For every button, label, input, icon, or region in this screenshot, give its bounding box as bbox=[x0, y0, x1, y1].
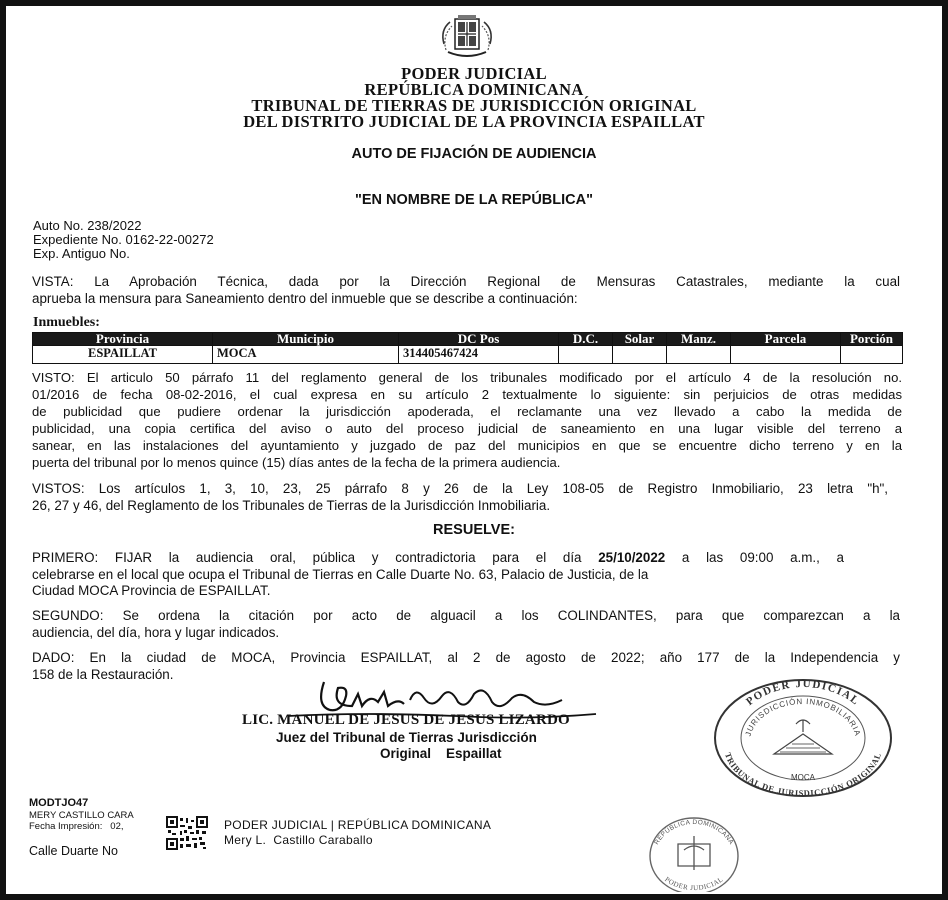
visto-line: 01/2016 de fecha 08-02-2016, el cual expresa en su artículo 2 textualmente lo siguiente: sin perjuicios de otras medidas bbox=[32, 387, 902, 402]
footer-seal-top: REPÚBLICA DOMINICANA bbox=[653, 818, 735, 846]
seal-top-text: PODER JUDICIAL bbox=[743, 677, 862, 709]
footer-poder-judicial: PODER JUDICIAL | REPÚBLICA DOMINICANA bbox=[224, 818, 492, 832]
expediente-antiguo: Exp. Antiguo No. bbox=[33, 246, 130, 261]
seal-city: MOCA bbox=[791, 773, 815, 782]
visto-line: puerta del tribunal por lo menos quince (15) días antes de la fecha de la primera audiencia. bbox=[32, 455, 561, 470]
judge-jurisdiction: Original Espaillat bbox=[380, 746, 502, 761]
header-poder-judicial: PODER JUDICIAL bbox=[401, 64, 547, 83]
primero-paragraph bbox=[32, 550, 844, 600]
visto-paragraph bbox=[32, 369, 902, 471]
document-page bbox=[6, 6, 942, 894]
cell-parcela bbox=[731, 346, 841, 364]
primero-time: a las 09:00 a.m., a bbox=[665, 550, 844, 565]
hearing-date: 25/10/2022 bbox=[598, 550, 666, 565]
cell-provincia: ESPAILLAT bbox=[33, 346, 213, 364]
header-republica: REPÚBLICA DOMINICANA bbox=[364, 80, 584, 99]
expediente-number: Expediente No. 0162-22-00272 bbox=[33, 232, 214, 247]
seal-bottom-text: TRIBUNAL DE JURISDICCIÓN ORIGINAL bbox=[722, 751, 884, 799]
column-header-provincia: Provincia bbox=[33, 333, 213, 346]
visto-line: publicidad, una copia certifica del aviso o auto del proceso judicial de saneamiento en una lugar visible del terreno a bbox=[32, 421, 902, 436]
dado-line: 158 de la Restauración. bbox=[32, 666, 174, 682]
table-header-row bbox=[33, 333, 903, 346]
auto-number: Auto No. 238/2022 bbox=[33, 218, 142, 233]
inmuebles-table bbox=[32, 332, 903, 364]
segundo-line: audiencia, del día, hora y lugar indicados. bbox=[32, 624, 280, 640]
segundo-line: SEGUNDO: Se ordena la citación por acto de alguacil a los COLINDANTES, para que comparezcan a la bbox=[32, 608, 900, 623]
segundo-paragraph bbox=[32, 608, 900, 641]
print-date: Fecha Impresión: 02, bbox=[29, 821, 124, 832]
column-header-manz: Manz. bbox=[667, 333, 731, 346]
vista-line: VISTA: La Aprobación Técnica, dada por la Dirección Regional de Mensuras Catastrales, mediante la cual bbox=[32, 274, 900, 289]
cell-dc bbox=[559, 346, 613, 364]
clerk-name: MERY CASTILLO CARA bbox=[29, 810, 134, 821]
column-header-solar: Solar bbox=[613, 333, 667, 346]
column-header-parcela: Parcela bbox=[731, 333, 841, 346]
footer-seal-icon bbox=[644, 814, 744, 892]
column-header-dc: D.C. bbox=[559, 333, 613, 346]
footer-clerk-full: Mery L. Castillo Caraballo bbox=[224, 833, 373, 847]
judge-name: LIC. MANUEL DE JESUS DE JESUS LIZARDO bbox=[242, 712, 570, 728]
judge-role: Juez del Tribunal de Tierras Jurisdicción bbox=[276, 730, 537, 745]
inmuebles-label: Inmuebles: bbox=[33, 315, 100, 330]
court-seal-icon bbox=[710, 676, 896, 800]
vistos-paragraph bbox=[32, 481, 888, 514]
footer-seal-bottom: PODER JUDICIAL bbox=[663, 875, 725, 892]
primero-line bbox=[32, 550, 844, 567]
vista-paragraph bbox=[32, 274, 900, 307]
header-distrito: DEL DISTRITO JUDICIAL DE LA PROVINCIA ESPAILLAT bbox=[243, 112, 705, 131]
cell-manz bbox=[667, 346, 731, 364]
dado-line: DADO: En la ciudad de MOCA, Provincia ESPAILLAT, al 2 de agosto de 2022; año 177 de la Independencia y bbox=[32, 650, 900, 665]
qr-code-icon bbox=[166, 816, 208, 850]
vista-line: aprueba la mensura para Saneamiento dentro del inmueble que se describe a continuación: bbox=[32, 290, 578, 306]
cell-solar bbox=[613, 346, 667, 364]
primero-line: celebrarse en el local que ocupa el Tribunal de Tierras en Calle Duarte No. 63, Palacio de Justicia, de la bbox=[32, 566, 649, 582]
seal-ring-text: JURISDICCIÓN INMOBILIARIA bbox=[743, 696, 863, 738]
vistos-line: 26, 27 y 46, del Reglamento de los Tribunales de Tierras de la Jurisdicción Inmobiliaria. bbox=[32, 497, 551, 513]
footer-address: Calle Duarte No bbox=[29, 844, 118, 858]
form-code: MODTJO47 bbox=[29, 797, 89, 809]
visto-line: sanear, en las instalaciones del ayuntamiento y juzgado de paz del municipios en que se encuentre dicho terreno y en la bbox=[32, 438, 902, 453]
table-row bbox=[33, 346, 903, 364]
vistos-line: VISTOS: Los artículos 1, 3, 10, 23, 25 párrafo 8 y 26 de la Ley 108-05 de Registro Inmobiliario, 23 letra "h", bbox=[32, 481, 888, 496]
column-header-porcion: Porción bbox=[841, 333, 903, 346]
visto-line: de publicidad que pudiere ordenar la jurisdicción apoderada, el reclamante una vez llevado a cabo la medida de bbox=[32, 404, 902, 419]
column-header-municipio: Municipio bbox=[213, 333, 399, 346]
coat-of-arms-icon bbox=[438, 14, 496, 64]
resuelve-heading: RESUELVE: bbox=[433, 522, 515, 538]
document-title: AUTO DE FIJACIÓN DE AUDIENCIA bbox=[351, 146, 597, 162]
column-header-dc-pos: DC Pos bbox=[399, 333, 559, 346]
cell-porcion bbox=[841, 346, 903, 364]
header-tribunal: TRIBUNAL DE TIERRAS DE JURISDICCIÓN ORIGINAL bbox=[251, 96, 697, 115]
cell-municipio: MOCA bbox=[213, 346, 399, 364]
document-subtitle: "EN NOMBRE DE LA REPÚBLICA" bbox=[355, 192, 593, 208]
visto-line: VISTO: El articulo 50 párrafo 11 del reglamento general de los tribunales modificado por el artículo 4 de la resolución no. bbox=[32, 370, 902, 385]
primero-line: Ciudad MOCA Provincia de ESPAILLAT. bbox=[32, 583, 271, 598]
cell-dc-pos: 314405467424 bbox=[399, 346, 559, 364]
primero-text: PRIMERO: FIJAR la audiencia oral, pública y contradictoria para el día bbox=[32, 550, 599, 565]
